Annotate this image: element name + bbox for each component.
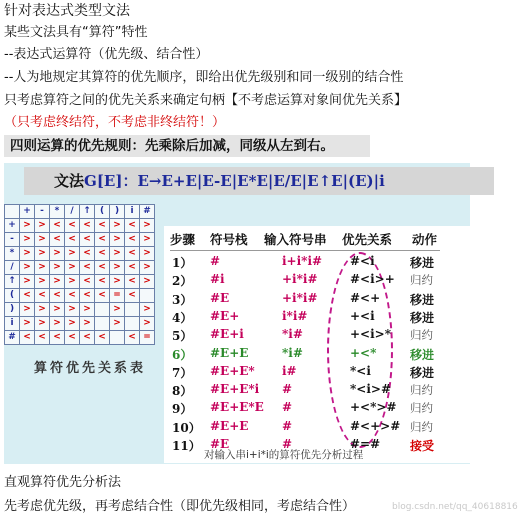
priority-relation: #=# bbox=[350, 437, 381, 451]
input-string: *i# bbox=[282, 327, 303, 342]
analysis-table bbox=[164, 226, 470, 463]
matrix-row-label: / bbox=[5, 261, 20, 275]
matrix-cell: > bbox=[140, 247, 155, 261]
matrix-cell: > bbox=[65, 303, 80, 317]
step-action: 移进 bbox=[410, 365, 435, 380]
matrix-cell: < bbox=[80, 331, 95, 345]
matrix-cell: = bbox=[110, 289, 125, 303]
matrix-row bbox=[5, 275, 155, 289]
symbol-stack: #E+E*i bbox=[210, 382, 260, 397]
matrix-row bbox=[5, 233, 155, 247]
matrix-caption: 算符优先关系表 bbox=[34, 361, 147, 376]
matrix-cell: < bbox=[80, 275, 95, 289]
matrix-cell: < bbox=[80, 261, 95, 275]
intro-line-1: 某些文法具有“算符”特性 bbox=[4, 25, 148, 40]
matrix-cell: > bbox=[110, 233, 125, 247]
matrix-cell bbox=[140, 289, 155, 303]
priority-relation: #<i>+ bbox=[350, 272, 395, 287]
rules-banner: 四则运算的优先规则：先乘除后加减，同级从左到右。 bbox=[4, 135, 370, 157]
matrix-cell: < bbox=[125, 219, 140, 233]
matrix-row bbox=[5, 261, 155, 275]
footer-line-1: 直观算符优先分析法 bbox=[4, 475, 122, 490]
step-action: 接受 bbox=[410, 439, 435, 453]
header-divider bbox=[170, 250, 440, 251]
matrix-cell: > bbox=[20, 275, 35, 289]
analysis-header: 符号栈 bbox=[210, 232, 248, 247]
matrix-cell: > bbox=[50, 317, 65, 331]
intro-line-2: --表达式运算符（优先级、结合性） bbox=[4, 47, 209, 62]
matrix-header-cell: i bbox=[125, 205, 140, 219]
figure-panel bbox=[4, 163, 470, 464]
step-number: 2） bbox=[172, 274, 193, 289]
intro-line-5: （只考虑终结符，不考虑非终结符！） bbox=[4, 115, 226, 130]
matrix-cell: > bbox=[35, 275, 50, 289]
priority-relation: *<i># bbox=[350, 382, 391, 397]
matrix-cell: < bbox=[35, 289, 50, 303]
matrix-header-cell: / bbox=[65, 205, 80, 219]
symbol-stack: #E+E*E bbox=[210, 400, 264, 415]
matrix-header-cell: ( bbox=[95, 205, 110, 219]
matrix-cell bbox=[125, 317, 140, 331]
footer-line-2: 先考虑优先级，再考虑结合性（即优先级相同，考虑结合性） bbox=[4, 499, 356, 514]
matrix-cell: > bbox=[50, 275, 65, 289]
matrix-cell: > bbox=[20, 303, 35, 317]
step-number: 8） bbox=[172, 384, 193, 399]
matrix-cell: < bbox=[65, 233, 80, 247]
matrix-cell: > bbox=[110, 261, 125, 275]
matrix-row bbox=[5, 331, 155, 345]
matrix-row bbox=[5, 317, 155, 331]
watermark: blog.csdn.net/qq_40618816 bbox=[392, 502, 518, 512]
input-string: # bbox=[282, 418, 293, 433]
input-string: # bbox=[282, 437, 293, 451]
matrix-cell bbox=[110, 331, 125, 345]
priority-relation: #<+># bbox=[350, 418, 401, 433]
step-action: 归约 bbox=[410, 401, 433, 416]
matrix-cell: > bbox=[65, 247, 80, 261]
input-string: +i*i# bbox=[282, 272, 318, 287]
matrix-header-cell: + bbox=[20, 205, 35, 219]
symbol-stack: #E+E bbox=[210, 418, 249, 433]
step-action: 移进 bbox=[410, 347, 435, 362]
matrix-cell: < bbox=[20, 289, 35, 303]
input-string: i*i# bbox=[282, 308, 308, 323]
matrix-header-cell: # bbox=[140, 205, 155, 219]
matrix-row-label: * bbox=[5, 247, 20, 261]
matrix-cell: < bbox=[125, 261, 140, 275]
matrix-cell: > bbox=[20, 233, 35, 247]
step-number: 10） bbox=[172, 420, 201, 435]
matrix-row bbox=[5, 303, 155, 317]
input-string: i+i*i# bbox=[282, 254, 323, 268]
matrix-cell: < bbox=[35, 331, 50, 345]
matrix-cell: < bbox=[65, 219, 80, 233]
matrix-cell: < bbox=[80, 219, 95, 233]
matrix-cell: > bbox=[35, 261, 50, 275]
matrix-cell: > bbox=[140, 233, 155, 247]
symbol-stack: #E+E* bbox=[210, 363, 255, 378]
symbol-stack: #E+E bbox=[210, 345, 249, 360]
matrix-cell: < bbox=[95, 331, 110, 345]
symbol-stack: #E bbox=[210, 290, 230, 305]
matrix-cell bbox=[95, 303, 110, 317]
matrix-cell bbox=[125, 303, 140, 317]
symbol-stack: #E bbox=[210, 437, 230, 451]
precedence-matrix bbox=[4, 204, 155, 345]
matrix-cell: < bbox=[95, 219, 110, 233]
matrix-cell: > bbox=[20, 317, 35, 331]
intro-line-3: --人为地规定其算符的优先顺序，即给出优先级别和同一级别的结合性 bbox=[4, 70, 404, 85]
matrix-cell: > bbox=[110, 275, 125, 289]
matrix-row bbox=[5, 247, 155, 261]
page-title: 针对表达式类型文法 bbox=[4, 3, 130, 19]
input-string: # bbox=[282, 400, 293, 415]
priority-relation: +<i>* bbox=[350, 327, 391, 342]
matrix-cell: < bbox=[80, 233, 95, 247]
matrix-cell: < bbox=[125, 289, 140, 303]
analysis-caption: 对输入串i+i*i的算符优先分析过程 bbox=[204, 449, 364, 461]
matrix-cell: > bbox=[35, 303, 50, 317]
matrix-row-label: ↑ bbox=[5, 275, 20, 289]
priority-relation: +<i bbox=[350, 308, 375, 323]
matrix-row-label: ) bbox=[5, 303, 20, 317]
matrix-cell: < bbox=[95, 289, 110, 303]
matrix-cell: > bbox=[35, 233, 50, 247]
matrix-cell bbox=[95, 317, 110, 331]
matrix-cell: > bbox=[140, 303, 155, 317]
step-action: 移进 bbox=[410, 292, 435, 307]
matrix-row-label: + bbox=[5, 219, 20, 233]
matrix-cell: < bbox=[95, 233, 110, 247]
step-action: 移进 bbox=[410, 256, 435, 270]
matrix-cell: > bbox=[50, 247, 65, 261]
matrix-cell: > bbox=[35, 247, 50, 261]
matrix-cell: < bbox=[125, 233, 140, 247]
analysis-header: 输入符号串 bbox=[264, 232, 327, 247]
matrix-cell: = bbox=[140, 331, 155, 345]
input-string: +i*i# bbox=[282, 290, 318, 305]
matrix-cell: > bbox=[80, 317, 95, 331]
step-number: 9） bbox=[172, 402, 193, 417]
matrix-cell: < bbox=[80, 289, 95, 303]
matrix-cell: > bbox=[35, 317, 50, 331]
matrix-cell: < bbox=[65, 289, 80, 303]
matrix-cell: < bbox=[50, 331, 65, 345]
analysis-header: 优先关系 bbox=[342, 232, 393, 247]
step-action: 归约 bbox=[410, 419, 433, 434]
matrix-cell: > bbox=[110, 247, 125, 261]
symbol-stack: #E+ bbox=[210, 308, 240, 323]
matrix-cell: > bbox=[140, 275, 155, 289]
matrix-cell: > bbox=[110, 219, 125, 233]
matrix-cell: < bbox=[50, 233, 65, 247]
matrix-cell: > bbox=[80, 303, 95, 317]
matrix-cell: < bbox=[125, 247, 140, 261]
step-action: 归约 bbox=[410, 273, 433, 288]
symbol-stack: #E+i bbox=[210, 327, 244, 342]
matrix-cell: < bbox=[65, 331, 80, 345]
step-action: 移进 bbox=[410, 310, 435, 325]
matrix-row-label: i bbox=[5, 317, 20, 331]
matrix-cell: > bbox=[140, 261, 155, 275]
matrix-header-cell bbox=[5, 205, 20, 219]
grammar-body: G[E]：E→E+E|E-E|E*E|E/E|E↑E|(E)|i bbox=[84, 172, 385, 190]
symbol-stack: # bbox=[210, 254, 221, 268]
matrix-header-cell: * bbox=[50, 205, 65, 219]
matrix-cell: < bbox=[95, 247, 110, 261]
matrix-cell: > bbox=[140, 317, 155, 331]
matrix-row bbox=[5, 289, 155, 303]
symbol-stack: #i bbox=[210, 272, 225, 287]
matrix-header-cell: ) bbox=[110, 205, 125, 219]
step-number: 5） bbox=[172, 329, 193, 344]
matrix-cell: > bbox=[65, 261, 80, 275]
matrix-row-label: # bbox=[5, 331, 20, 345]
matrix-cell: > bbox=[65, 275, 80, 289]
matrix-cell: < bbox=[50, 219, 65, 233]
matrix-cell: > bbox=[20, 247, 35, 261]
step-number: 3） bbox=[172, 292, 193, 307]
matrix-row bbox=[5, 219, 155, 233]
matrix-header-cell: - bbox=[35, 205, 50, 219]
matrix-cell: < bbox=[125, 275, 140, 289]
matrix-cell: > bbox=[20, 261, 35, 275]
matrix-cell: < bbox=[95, 261, 110, 275]
input-string: *i# bbox=[282, 345, 303, 360]
matrix-row-label: - bbox=[5, 233, 20, 247]
priority-relation: +<*># bbox=[350, 400, 397, 415]
matrix-cell: > bbox=[20, 219, 35, 233]
grammar-prefix: 文法 bbox=[54, 172, 85, 190]
priority-relation: #<i bbox=[350, 254, 375, 268]
matrix-cell: < bbox=[50, 289, 65, 303]
priority-relation: +<* bbox=[350, 345, 377, 360]
matrix-cell: < bbox=[125, 331, 140, 345]
step-number: 6） bbox=[172, 347, 193, 362]
matrix-cell: > bbox=[50, 261, 65, 275]
step-number: 1） bbox=[172, 256, 193, 270]
matrix-cell: < bbox=[95, 275, 110, 289]
matrix-cell: > bbox=[35, 219, 50, 233]
matrix-header-cell: ↑ bbox=[80, 205, 95, 219]
grammar-bar bbox=[24, 167, 494, 195]
matrix-row-label: ( bbox=[5, 289, 20, 303]
matrix-cell: > bbox=[140, 219, 155, 233]
matrix-cell: > bbox=[50, 303, 65, 317]
analysis-header: 步骤 bbox=[170, 232, 196, 247]
matrix-cell: < bbox=[20, 331, 35, 345]
matrix-cell: > bbox=[65, 317, 80, 331]
step-number: 7） bbox=[172, 365, 193, 380]
matrix-cell: < bbox=[80, 247, 95, 261]
priority-relation: #<+ bbox=[350, 290, 381, 305]
priority-relation: *<i bbox=[350, 363, 371, 378]
matrix-row bbox=[5, 205, 155, 219]
step-action: 归约 bbox=[410, 383, 433, 398]
intro-line-4: 只考虑算符之间的优先关系来确定句柄【不考虑运算对象间优先关系】 bbox=[4, 93, 408, 108]
input-string: # bbox=[282, 382, 293, 397]
analysis-header: 动作 bbox=[412, 232, 438, 247]
matrix-cell: > bbox=[110, 317, 125, 331]
step-action: 归约 bbox=[410, 328, 433, 343]
step-number: 11） bbox=[172, 439, 201, 453]
input-string: i# bbox=[282, 363, 297, 378]
matrix-cell: > bbox=[110, 303, 125, 317]
step-number: 4） bbox=[172, 310, 193, 325]
